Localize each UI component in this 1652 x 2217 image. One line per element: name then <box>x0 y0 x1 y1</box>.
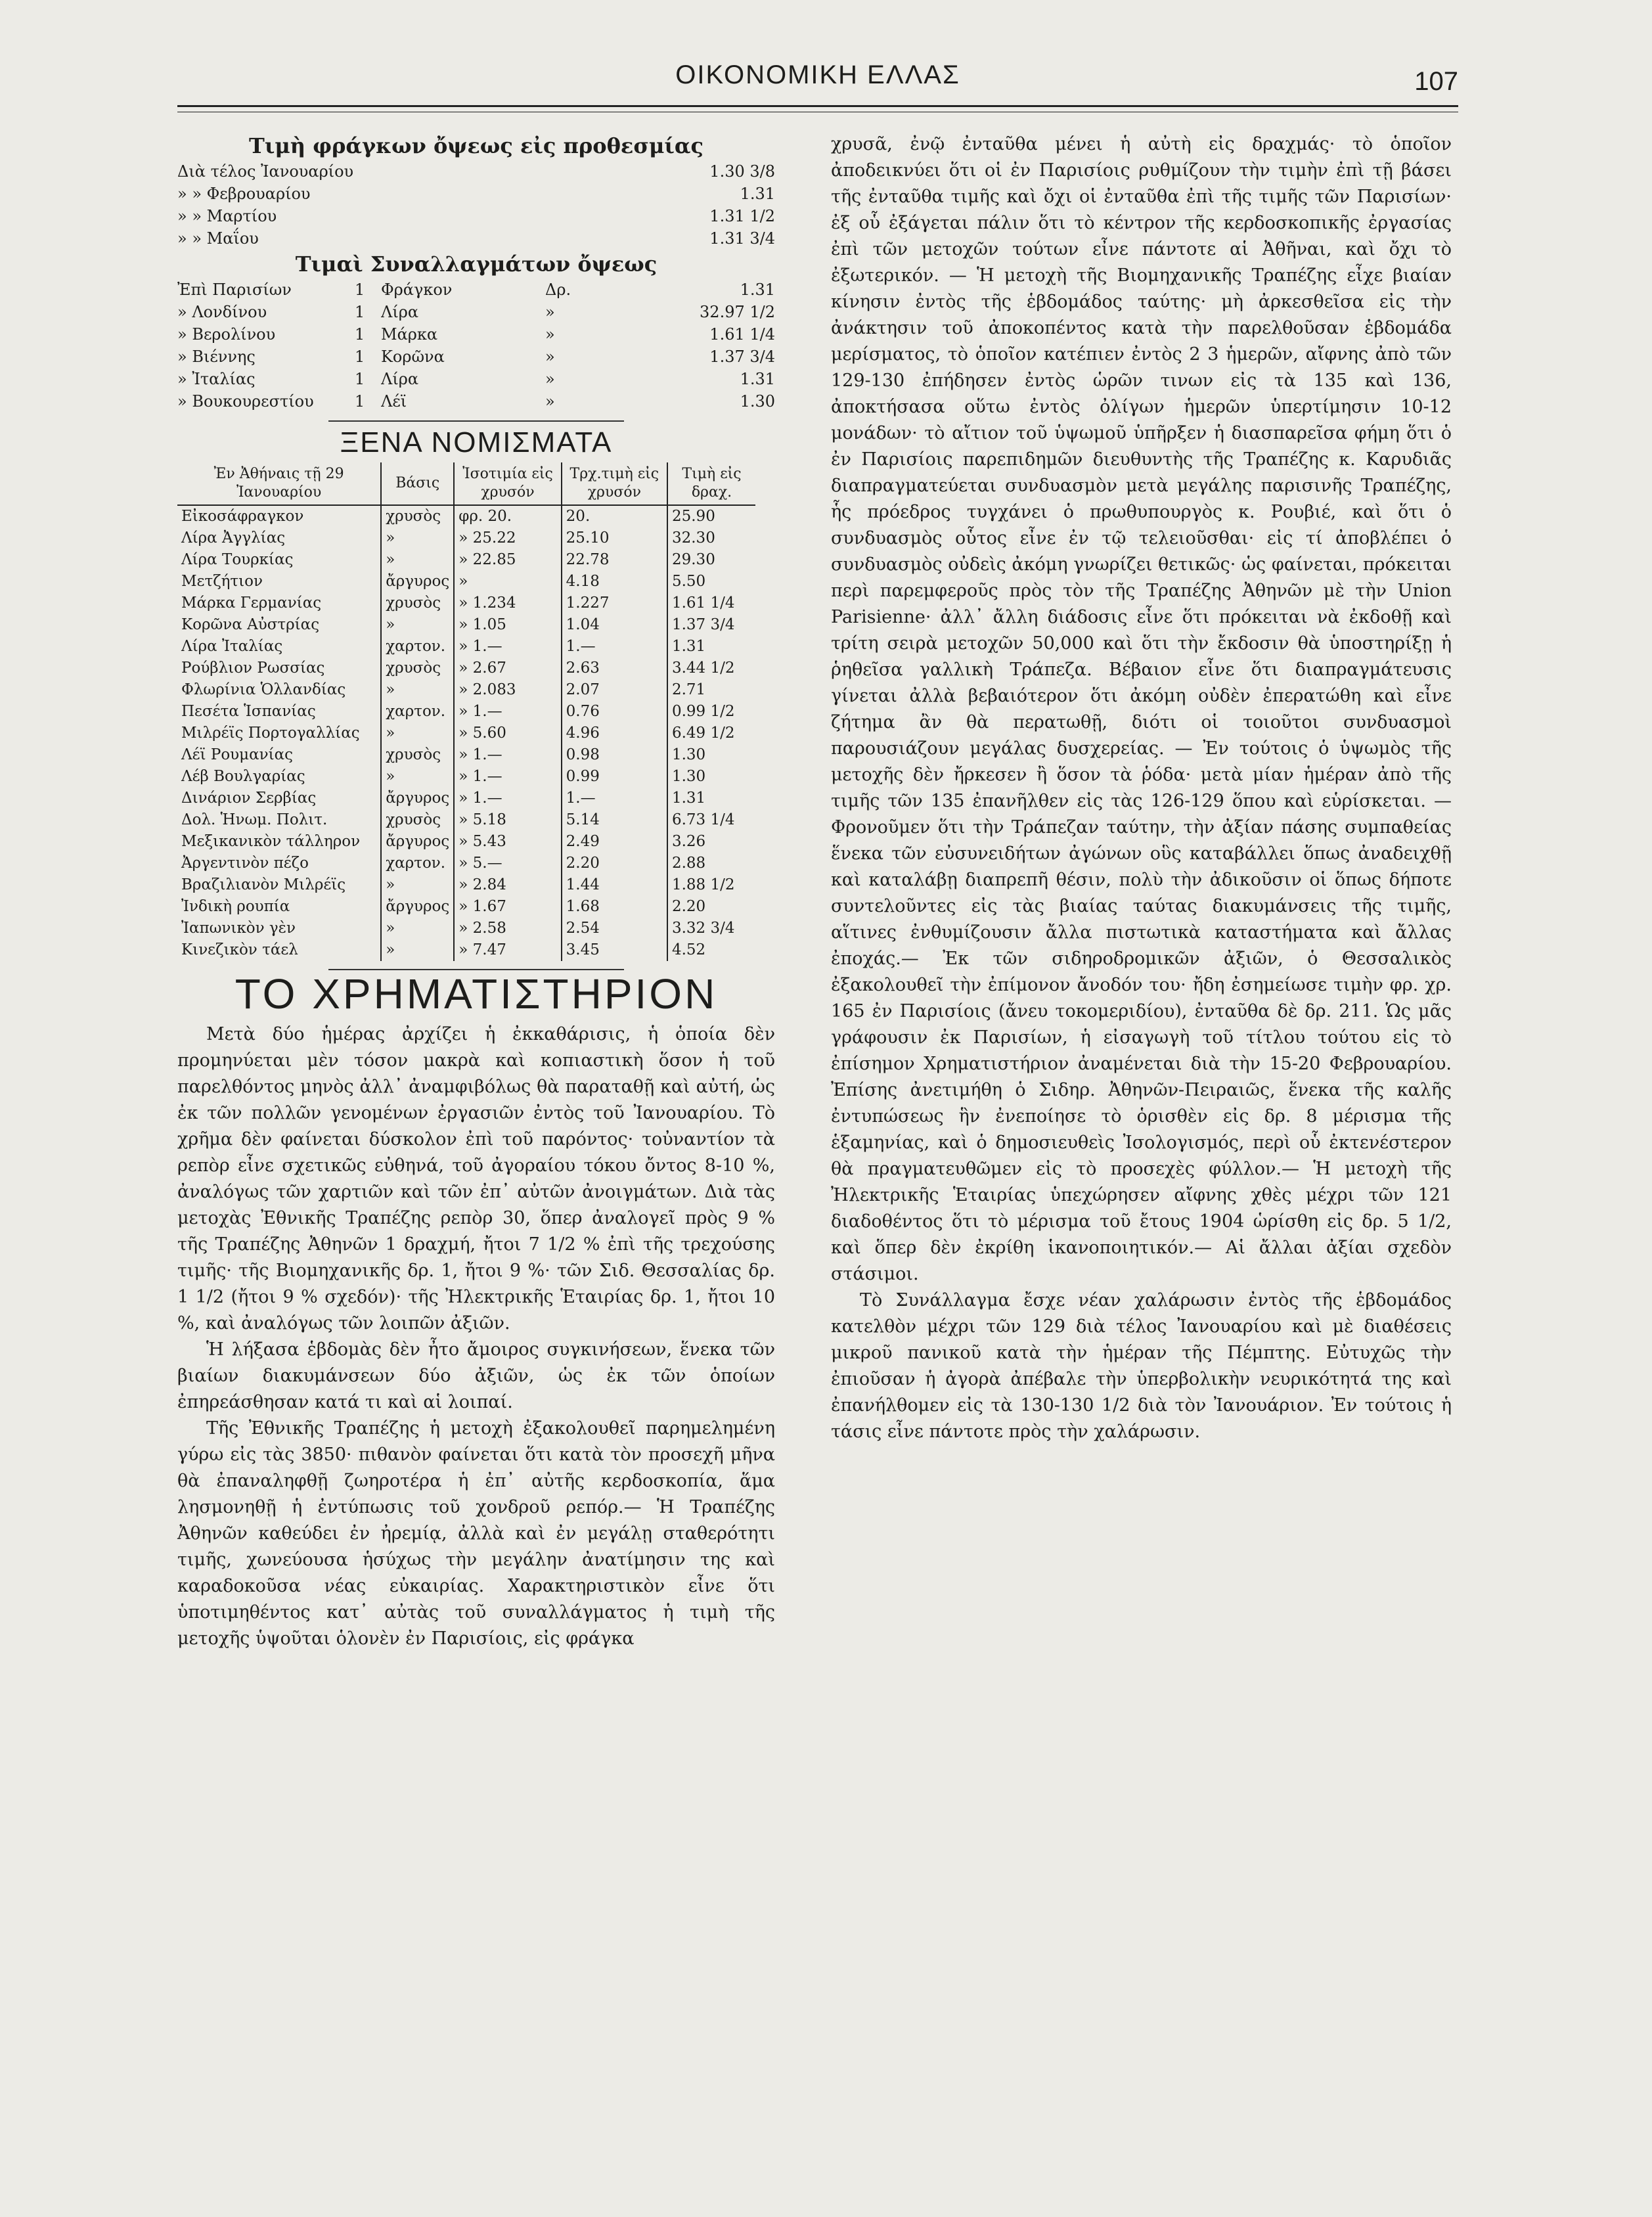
running-header <box>177 60 1458 106</box>
table-cell: χρυσὸς <box>381 593 454 614</box>
list-item: » » Μαρτίου 1.31 1/2 <box>177 207 775 225</box>
list-item: » » Μαΐου 1.31 3/4 <box>177 229 775 248</box>
table-cell: 4.96 <box>562 723 667 744</box>
table-cell: » 1.— <box>454 701 561 723</box>
table-row <box>177 549 755 571</box>
table-cell: 29.30 <box>667 549 755 571</box>
table-row <box>177 874 755 896</box>
table-row <box>177 701 755 723</box>
table-cell: Λέβ Βουλγαρίας <box>181 768 305 785</box>
list-item: » » Φεβρουαρίου 1.31 <box>177 185 775 203</box>
table-row <box>177 809 755 831</box>
table-cell: 1.31 <box>667 788 755 809</box>
article-paragraph: Τὸ Συνάλλαγμα ἔσχε νέαν χαλάρωσιν ἐντὸς τῆς ἑβδομάδος κατελθὸν μέχρι τῶν 129 διὰ τέλος Ἰανουαρίου καὶ μὲ διαθέσεις μικροῦ πανικοῦ κατὰ τὴν ἡμέραν τῆς Πέμπτης. Εὐτυχῶς τὴν ἐπιοῦσαν ἡ ἀγορὰ ἀπέβαλε τὴν ὑπερβολικὴν νευρικότητά της καὶ ἐπανήλθομεν εἰς τὰ 130-130 1/2 διὰ τὸν Ἰανουάριον. Ἐν τούτοις ἡ τάσις εἶνε πάντοτε πρὸς τὴν χαλάρωσιν. <box>831 1290 1452 1442</box>
table-row <box>177 831 755 853</box>
col-header: Βάσις <box>381 462 454 505</box>
table-cell: 1.— <box>562 636 667 658</box>
table-cell: φρ. 20. <box>454 505 561 527</box>
exchange-list <box>177 279 775 413</box>
table-cell: Βραζιλιανὸν Μιλρέϊς <box>181 876 346 893</box>
table-cell: » 5.18 <box>454 809 561 831</box>
table-cell: » 1.— <box>454 744 561 766</box>
table-row <box>177 527 755 549</box>
table-cell: 1.30 <box>667 766 755 788</box>
table-row <box>177 614 755 636</box>
table-cell: ἄργυρος <box>381 896 454 918</box>
table-cell: » 5.— <box>454 853 561 874</box>
table-cell: » 1.67 <box>454 896 561 918</box>
table-cell: 0.76 <box>562 701 667 723</box>
table-row <box>177 723 755 744</box>
foreign-currencies-table <box>177 462 755 961</box>
table-cell: » <box>381 723 454 744</box>
table-cell: 2.07 <box>562 679 667 701</box>
table-cell: » 2.67 <box>454 658 561 679</box>
table-cell: 2.63 <box>562 658 667 679</box>
table-header-row <box>177 462 755 505</box>
table-row <box>177 939 755 961</box>
table-cell: 25.90 <box>667 505 755 527</box>
table-cell: 1.227 <box>562 593 667 614</box>
table-row <box>177 744 755 766</box>
table-row <box>177 505 755 527</box>
table-cell: 1.31 <box>667 636 755 658</box>
list-item: Διὰ τέλος Ἰανουαρίου 1.30 3/8 <box>177 162 775 181</box>
article-title: ΤΟ ΧΡΗΜΑΤΙΣΤΗΡΙΟΝ <box>234 970 718 1018</box>
table-cell: Κορῶνα Αὐστρίας <box>181 616 320 633</box>
table-cell: 2.54 <box>562 918 667 939</box>
list-item: » Ἰταλίας 1 Λίρα » 1.31 <box>177 370 775 388</box>
table-cell: » <box>381 527 454 549</box>
table-row <box>177 896 755 918</box>
table-cell: » 5.60 <box>454 723 561 744</box>
table-cell: » 2.58 <box>454 918 561 939</box>
table-row <box>177 766 755 788</box>
table-cell: » <box>381 549 454 571</box>
table-cell: Κινεζικὸν τάελ <box>181 941 298 958</box>
sight-rates-list <box>177 160 775 250</box>
table-cell: Μετζήτιον <box>181 573 263 590</box>
table-cell: 0.99 <box>562 766 667 788</box>
table-cell: Λίρα Ἀγγλίας <box>181 529 286 547</box>
table-cell: » 5.43 <box>454 831 561 853</box>
table-cell: 6.73 1/4 <box>667 809 755 831</box>
table-cell: Λέϊ Ρουμανίας <box>181 746 294 763</box>
table-cell: 22.78 <box>562 549 667 571</box>
table-cell: ἄργυρος <box>381 831 454 853</box>
table-row <box>177 636 755 658</box>
table-cell: » 1.— <box>454 788 561 809</box>
table-cell: » 1.234 <box>454 593 561 614</box>
col-header: Τρχ.τιμὴ εἰς χρυσόν <box>562 462 667 505</box>
table-cell: Δολ. Ἡνωμ. Πολιτ. <box>181 811 328 828</box>
table-cell: 2.88 <box>667 853 755 874</box>
col-header: Τιμὴ εἰς δραχ. <box>667 462 755 505</box>
table-cell: χαρτον. <box>381 701 454 723</box>
table-cell: 2.49 <box>562 831 667 853</box>
page-number: 107 <box>1414 67 1458 96</box>
table-cell: Μάρκα Γερμανίας <box>181 594 322 612</box>
table-cell: Ἰνδικὴ ρουπία <box>181 898 290 915</box>
table-cell: Φλωρίνια Ὁλλανδίας <box>181 681 346 698</box>
table-cell: » <box>381 679 454 701</box>
table-row <box>177 788 755 809</box>
foreign-currencies-title: ΞΕΝΑ ΝΟΜΙΣΜΑΤΑ <box>340 426 613 459</box>
table-cell: 20. <box>562 505 667 527</box>
table-cell: » 1.05 <box>454 614 561 636</box>
article-paragraph: Ἡ λήξασα ἑβδομὰς δὲν ἦτο ἄμοιρος συγκινήσεων, ἕνεκα τῶν βιαίων διακυμάνσεων δύο ἀξιῶν, ὡς ἐκ τῶν ὁποίων ἐπηρεάσθησαν κατά τι καὶ αἱ λοιπαί. <box>177 1339 775 1412</box>
table-cell: χρυσὸς <box>381 809 454 831</box>
table-row <box>177 918 755 939</box>
col-header: Ἐν Ἀθήναις τῇ 29 Ἰανουαρίου <box>177 462 381 505</box>
list-item: » Βερολίνου 1 Μάρκα » 1.61 1/4 <box>177 325 775 344</box>
table-cell: Πεσέτα Ἱσπανίας <box>181 703 316 720</box>
list-item: » Βιέννης 1 Κορῶνα » 1.37 3/4 <box>177 347 775 366</box>
table-cell: 4.52 <box>667 939 755 961</box>
table-cell: ἄργυρος <box>381 788 454 809</box>
table-cell: 1.30 <box>667 744 755 766</box>
table-cell: » 22.85 <box>454 549 561 571</box>
list-item: » Λονδίνου 1 Λίρα » 32.97 1/2 <box>177 303 775 321</box>
table-cell: 4.18 <box>562 571 667 593</box>
article-paragraph: χρυσᾶ, ἐνῷ ἐνταῦθα μένει ἡ αὐτὴ εἰς δραχμάς· τὸ ὁποῖον ἀποδεικνύει ὅτι οἱ ἐν Παρισίοις ρυθμίζουν τὴν τιμὴν ἐπὶ τῇ βάσει τῆς ἐνταῦθα τιμῆς καὶ ὄχι οἱ ἐνταῦθα ἐπὶ τῆς τιμῆς τῶν Παρισίων· ἐξ οὗ ἐξάγεται πάλιν ὅτι τὸ κέντρον τῆς κερδοσκοπικῆς ἐργασίας ἐπὶ τῶν μετοχῶν τούτων εἶνε πάντοτε αἱ Ἀθῆναι, καὶ ὄχι τὸ ἐξωτερικόν. — Ἡ μετοχὴ τῆς Βιομηχανικῆς Τραπέζης εἶχε βιαίαν κίνησιν ἐντὸς τῆς ἑβδομάδος ταύτης· μὴ ἀρκεσθεῖσα εἰς τὴν ἀνάκτησιν τοῦ ἀποκοπέντος κατὰ τὴν παρελθοῦσαν ἑβδομάδα μερίσματος, τὸ ὁποῖον κατέπιεν ἐντὸς 2 3 ἡμερῶν, αἴφνης ἀπὸ τῶν 129-130 ἐπήδησεν ἐντὸς ὡρῶν τινων εἰς τὰ 135 καὶ 136, ἀποκτήσασα οὕτω ἐντὸς ὀλίγων ἡμερῶν ὑπερτίμησιν 10-12 μονάδων· τὸ αἴτιον τοῦ ὑψωμοῦ ὑπῆρξεν ἡ διασπαρεῖσα φήμη ὅτι ὁ ἐν Παρισίοις παρεπιδημῶν διευθυντὴς τῆς Τραπέζης κ. Καρυδιᾶς διαπραγματεύεται συνδυασμὸν μετὰ μεγάλης παρισινῆς Τραπέζης, ἧς πρόεδρος τυγχάνει ὁ πρωθυπουργὸς κ. Ρουβιέ, καὶ ὅτι ὁ συνδυασμὸς οὗτος εἶνε ἐν τῷ τελειοῦσθαι· εἰς τί ἀποβλέπει ὁ συνδυασμὸς οὐδεὶς ἀκόμη γνωρίζει θετικῶς· ὡς φαίνεται, πρόκειται περὶ παρεμφεροῦς πρὸς τὸν τῆς Τραπέζης Ἀθηνῶν μὲ τὴν Union Parisienne· ἀλλ᾽ ἄλλη διάδοσις εἶνε ὅτι πρόκειται νὰ ἐκδοθῇ καὶ τρίτη σειρὰ μετοχῶν 50,000 καὶ ὅτι τὴν ἔκδοσιν θὰ ὑποστηρίξῃ ἡ ῥηθεῖσα γαλλικὴ Τράπεζα. Βέβαιον εἶνε ὅτι διαπραγμάτευσις γίνεται ἀλλὰ βεβαιότερον ὅτι ἀκόμη οὐδὲν ἐπερατώθη καὶ εἶνε ζήτημα ἂν θὰ περατωθῇ, διότι οἱ τοιοῦτοι συνδυασμοὶ παρουσιάζουν μεγάλας δυσχερείας. — Ἐν τούτοις ὁ ὑψωμὸς τῆς μετοχῆς δὲν ἤρκεσεν ἢ ὅσον τὰ ῥόδα· μετὰ μίαν ἡμέραν ἀπὸ τῆς τιμῆς τῶν 135 ἐπανῆλθεν εἰς τὰς 126-129 ὅπου καὶ εὑρίσκεται. — Φρονοῦμεν ὅτι τὴν Τράπεζαν ταύτην, τὴν ἀξίαν πάσης συμπαθείας ἕνεκα τῶν εὐσυνειδήτων ἀγώνων οὓς καταβάλλει ὅπως ἀναδειχθῇ καὶ καταλάβῃ διαπρεπῆ θέσιν, πολὺ τὴν ἀδικοῦσιν οἱ ὅπως δήποτε συντελοῦντες εἰς τὰς βιαίας ταύτας διακυμάνσεις τῆς τιμῆς, αἵτινες ἐνθυμίζουσιν ἄλλα πιστωτικὰ καταστήματα καὶ ἄλλας ἐποχάς.— Ἐκ τῶν σιδηροδρομικῶν ἀξιῶν, ὁ Θεσσαλικὸς ἐξακολουθεῖ τὴν ἐπίμονον ἄνοδόν του· ἤδη ἐσημείωσε τιμὴν φρ. χρ. 165 ἐν Παρισίοις (ἄνευ τοκομεριδίου), ἐνταῦθα δὲ δρ. 211. Ὡς μᾶς γράφουσιν ἐκ Παρισίων, ἡ εἰσαγωγὴ τοῦ τίτλου τούτου εἰς τὸ ἐπίσημον Χρηματιστήριον ἀναμένεται διὰ τὴν 15-20 Φεβρουαρίου. Ἐπίσης ἀνετιμήθη ὁ Σιδηρ. Ἀθηνῶν-Πειραιῶς, ἕνεκα τῆς καλῆς ἐντυπώσεως ἣν ἐνεποίησε τὸ ὁρισθὲν εἰς δρ. 8 μέρισμα τῆς ἑξαμηνίας, καὶ ὁ δημοσιευθεὶς Ἰσολογισμός, περὶ οὗ ἐκτενέστερον θὰ πραγματευθῶμεν εἰς τὸ προσεχὲς φύλλον.— Ἡ μετοχὴ τῆς Ἠλεκτρικῆς Ἑταιρίας ὑπεχώρησεν αἴφνης χθὲς μέχρι τῶν 121 διαδοθέντος ὅτι τὸ μέρισμα τοῦ ἔτους 1904 ὡρίσθη εἰς δρ. 5 1/2, καὶ ὅπερ δὲν ἐκρίθη ἱκανοποιητικόν.— Αἱ ἄλλαι ἀξίαι σχεδὸν στάσιμοι. <box>831 134 1452 1284</box>
table-cell: Ρούβλιον Ρωσσίας <box>181 660 325 677</box>
journal-title: ΟΙΚΟΝΟΜΙΚΗ ΕΛΛΑΣ <box>675 60 960 89</box>
table-cell: 1.44 <box>562 874 667 896</box>
sight-rates-title: Τιμὴ φράγκων ὄψεως εἰς προθεσμίας <box>249 133 703 158</box>
table-cell: » 1.— <box>454 766 561 788</box>
table-cell: 1.68 <box>562 896 667 918</box>
table-cell: 1.— <box>562 788 667 809</box>
table-cell: 25.10 <box>562 527 667 549</box>
table-cell: 0.98 <box>562 744 667 766</box>
table-cell: Μιλρέϊς Πορτογαλλίας <box>181 725 360 742</box>
table-cell: 0.99 1/2 <box>667 701 755 723</box>
table-cell: 1.37 3/4 <box>667 614 755 636</box>
table-cell: 1.88 1/2 <box>667 874 755 896</box>
col-header: Ἰσοτιμία εἰς χρυσόν <box>454 462 561 505</box>
table-cell: ἄργυρος <box>381 571 454 593</box>
table-cell: 3.32 3/4 <box>667 918 755 939</box>
table-cell: » <box>381 918 454 939</box>
table-cell: Εἰκοσάφραγκον <box>181 508 304 525</box>
list-item: » Βουκουρεστίου 1 Λέϊ » 1.30 <box>177 392 775 411</box>
table-cell: 5.50 <box>667 571 755 593</box>
table-cell: » <box>454 571 561 593</box>
table-cell: 3.44 1/2 <box>667 658 755 679</box>
table-cell: » 2.84 <box>454 874 561 896</box>
table-cell: χρυσὸς <box>381 505 454 527</box>
table-cell: Λίρα Ἰταλίας <box>181 638 283 655</box>
table-cell: 32.30 <box>667 527 755 549</box>
table-cell: χαρτον. <box>381 853 454 874</box>
section-divider <box>328 420 624 422</box>
table-cell: 1.04 <box>562 614 667 636</box>
table-cell: 3.26 <box>667 831 755 853</box>
table-cell: 1.61 1/4 <box>667 593 755 614</box>
table-cell: 5.14 <box>562 809 667 831</box>
table-row <box>177 679 755 701</box>
table-row <box>177 593 755 614</box>
header-rule <box>177 105 1458 107</box>
table-cell: » 25.22 <box>454 527 561 549</box>
table-cell: Ἰαπωνικὸν γὲν <box>181 920 296 937</box>
table-cell: » 1.— <box>454 636 561 658</box>
table-cell: χρυσὸς <box>381 744 454 766</box>
table-cell: 6.49 1/2 <box>667 723 755 744</box>
table-row <box>177 853 755 874</box>
table-cell: Λίρα Τουρκίας <box>181 551 294 568</box>
table-cell: » <box>381 766 454 788</box>
table-cell: Δινάριον Σερβίας <box>181 790 317 807</box>
right-column <box>831 131 1452 1445</box>
table-row <box>177 658 755 679</box>
table-cell: 2.20 <box>562 853 667 874</box>
table-row <box>177 571 755 593</box>
table-cell: Μεξικανικὸν τάλληρον <box>181 833 361 850</box>
left-column <box>177 131 775 1652</box>
table-cell: » <box>381 874 454 896</box>
table-cell: χρυσὸς <box>381 658 454 679</box>
table-cell: » <box>381 614 454 636</box>
table-cell: χαρτον. <box>381 636 454 658</box>
table-cell: 2.71 <box>667 679 755 701</box>
table-cell: » 2.083 <box>454 679 561 701</box>
list-item: Ἐπὶ Παρισίων 1 Φράγκον Δρ. 1.31 <box>177 280 775 299</box>
table-cell: » 7.47 <box>454 939 561 961</box>
table-cell: » <box>381 939 454 961</box>
article-paragraph: Τῆς Ἐθνικῆς Τραπέζης ἡ μετοχὴ ἐξακολουθεῖ παρημελημένη γύρω εἰς τὰς 3850· πιθανὸν φαίνεται ὅτι κατὰ τὸν προσεχῆ μῆνα θὰ ἐπαναληφθῇ ζωηροτέρα ἡ ἐπ᾽ αὐτῆς κερδοσκοπία, ἅμα λησμονηθῇ ἡ ἐντύπωσις τοῦ χονδροῦ ρεπόρ.— Ἡ Τραπέζης Ἀθηνῶν καθεύδει ἐν ἠρεμίᾳ, ἀλλὰ καὶ ἐν μεγάλῃ σταθερότητι τιμῆς, χωνεύουσα ἡσύχως τὴν μεγάλην ἀνατίμησιν της καὶ καραδοκοῦσα νέας εὐκαιρίας. Χαρακτηριστικὸν εἶνε ὅτι ὑποτιμηθέντος κατ᾽ αὐτὰς τοῦ συναλλάγματος ἡ τιμὴ τῆς μετοχῆς ὑψοῦται ὁλονὲν ἐν Παρισίοις, εἰς φράγκα <box>177 1418 775 1649</box>
table-cell: 3.45 <box>562 939 667 961</box>
table-cell: Ἀργεντινὸν πέζο <box>181 855 309 872</box>
table-cell: 2.20 <box>667 896 755 918</box>
exchange-title: Τιμαὶ Συναλλαγμάτων ὄψεως <box>295 252 658 277</box>
article-paragraph: Μετὰ δύο ἡμέρας ἀρχίζει ἡ ἐκκαθάρισις, ἡ ὁποία δὲν προμηνύεται μὲν τόσον μακρὰ καὶ κοπιαστικὴ ὅσον ἡ τοῦ παρελθόντος μηνὸς ἀλλ᾽ ἀναμφιβόλως θὰ παραταθῇ καὶ αὐτή, ὡς ἐκ τῶν πολλῶν γενομένων ἐργασιῶν ἐντὸς τοῦ Ἰανουαρίου. Τὸ χρῆμα δὲν φαίνεται δύσκολον ἐπὶ τοῦ παρόντος· τοὐναντίον τὰ ρεπὸρ εἶνε σχετικῶς εὐθηνά, τοῦ ἀγοραίου τόκου ὄντος 8-10 %, ἀναλόγως τῶν χαρτιῶν καὶ τῶν ἐπ᾽ αὐτῶν ἀνοιγμάτων. Διὰ τὰς μετοχὰς Ἐθνικῆς Τραπέζης ρεπὸρ 30, ὅπερ ἀναλογεῖ πρὸς 9 % τῆς Τραπέζης Ἀθηνῶν 1 δραχμή, ἤτοι 7 1/2 % ἐπὶ τῆς τρεχούσης τιμῆς· τῆς Βιομηχανικῆς δρ. 1, ἤτοι 9 %· τῶν Σιδ. Θεσσαλίας δρ. 1 1/2 (ἤτοι 9 % σχεδόν)· τῆς Ἠλεκτρικῆς Ἑταιρίας δρ. 1, ἤτοι 10 %, καὶ ἀναλόγως τῶν λοιπῶν ἀξιῶν. <box>177 1024 775 1333</box>
